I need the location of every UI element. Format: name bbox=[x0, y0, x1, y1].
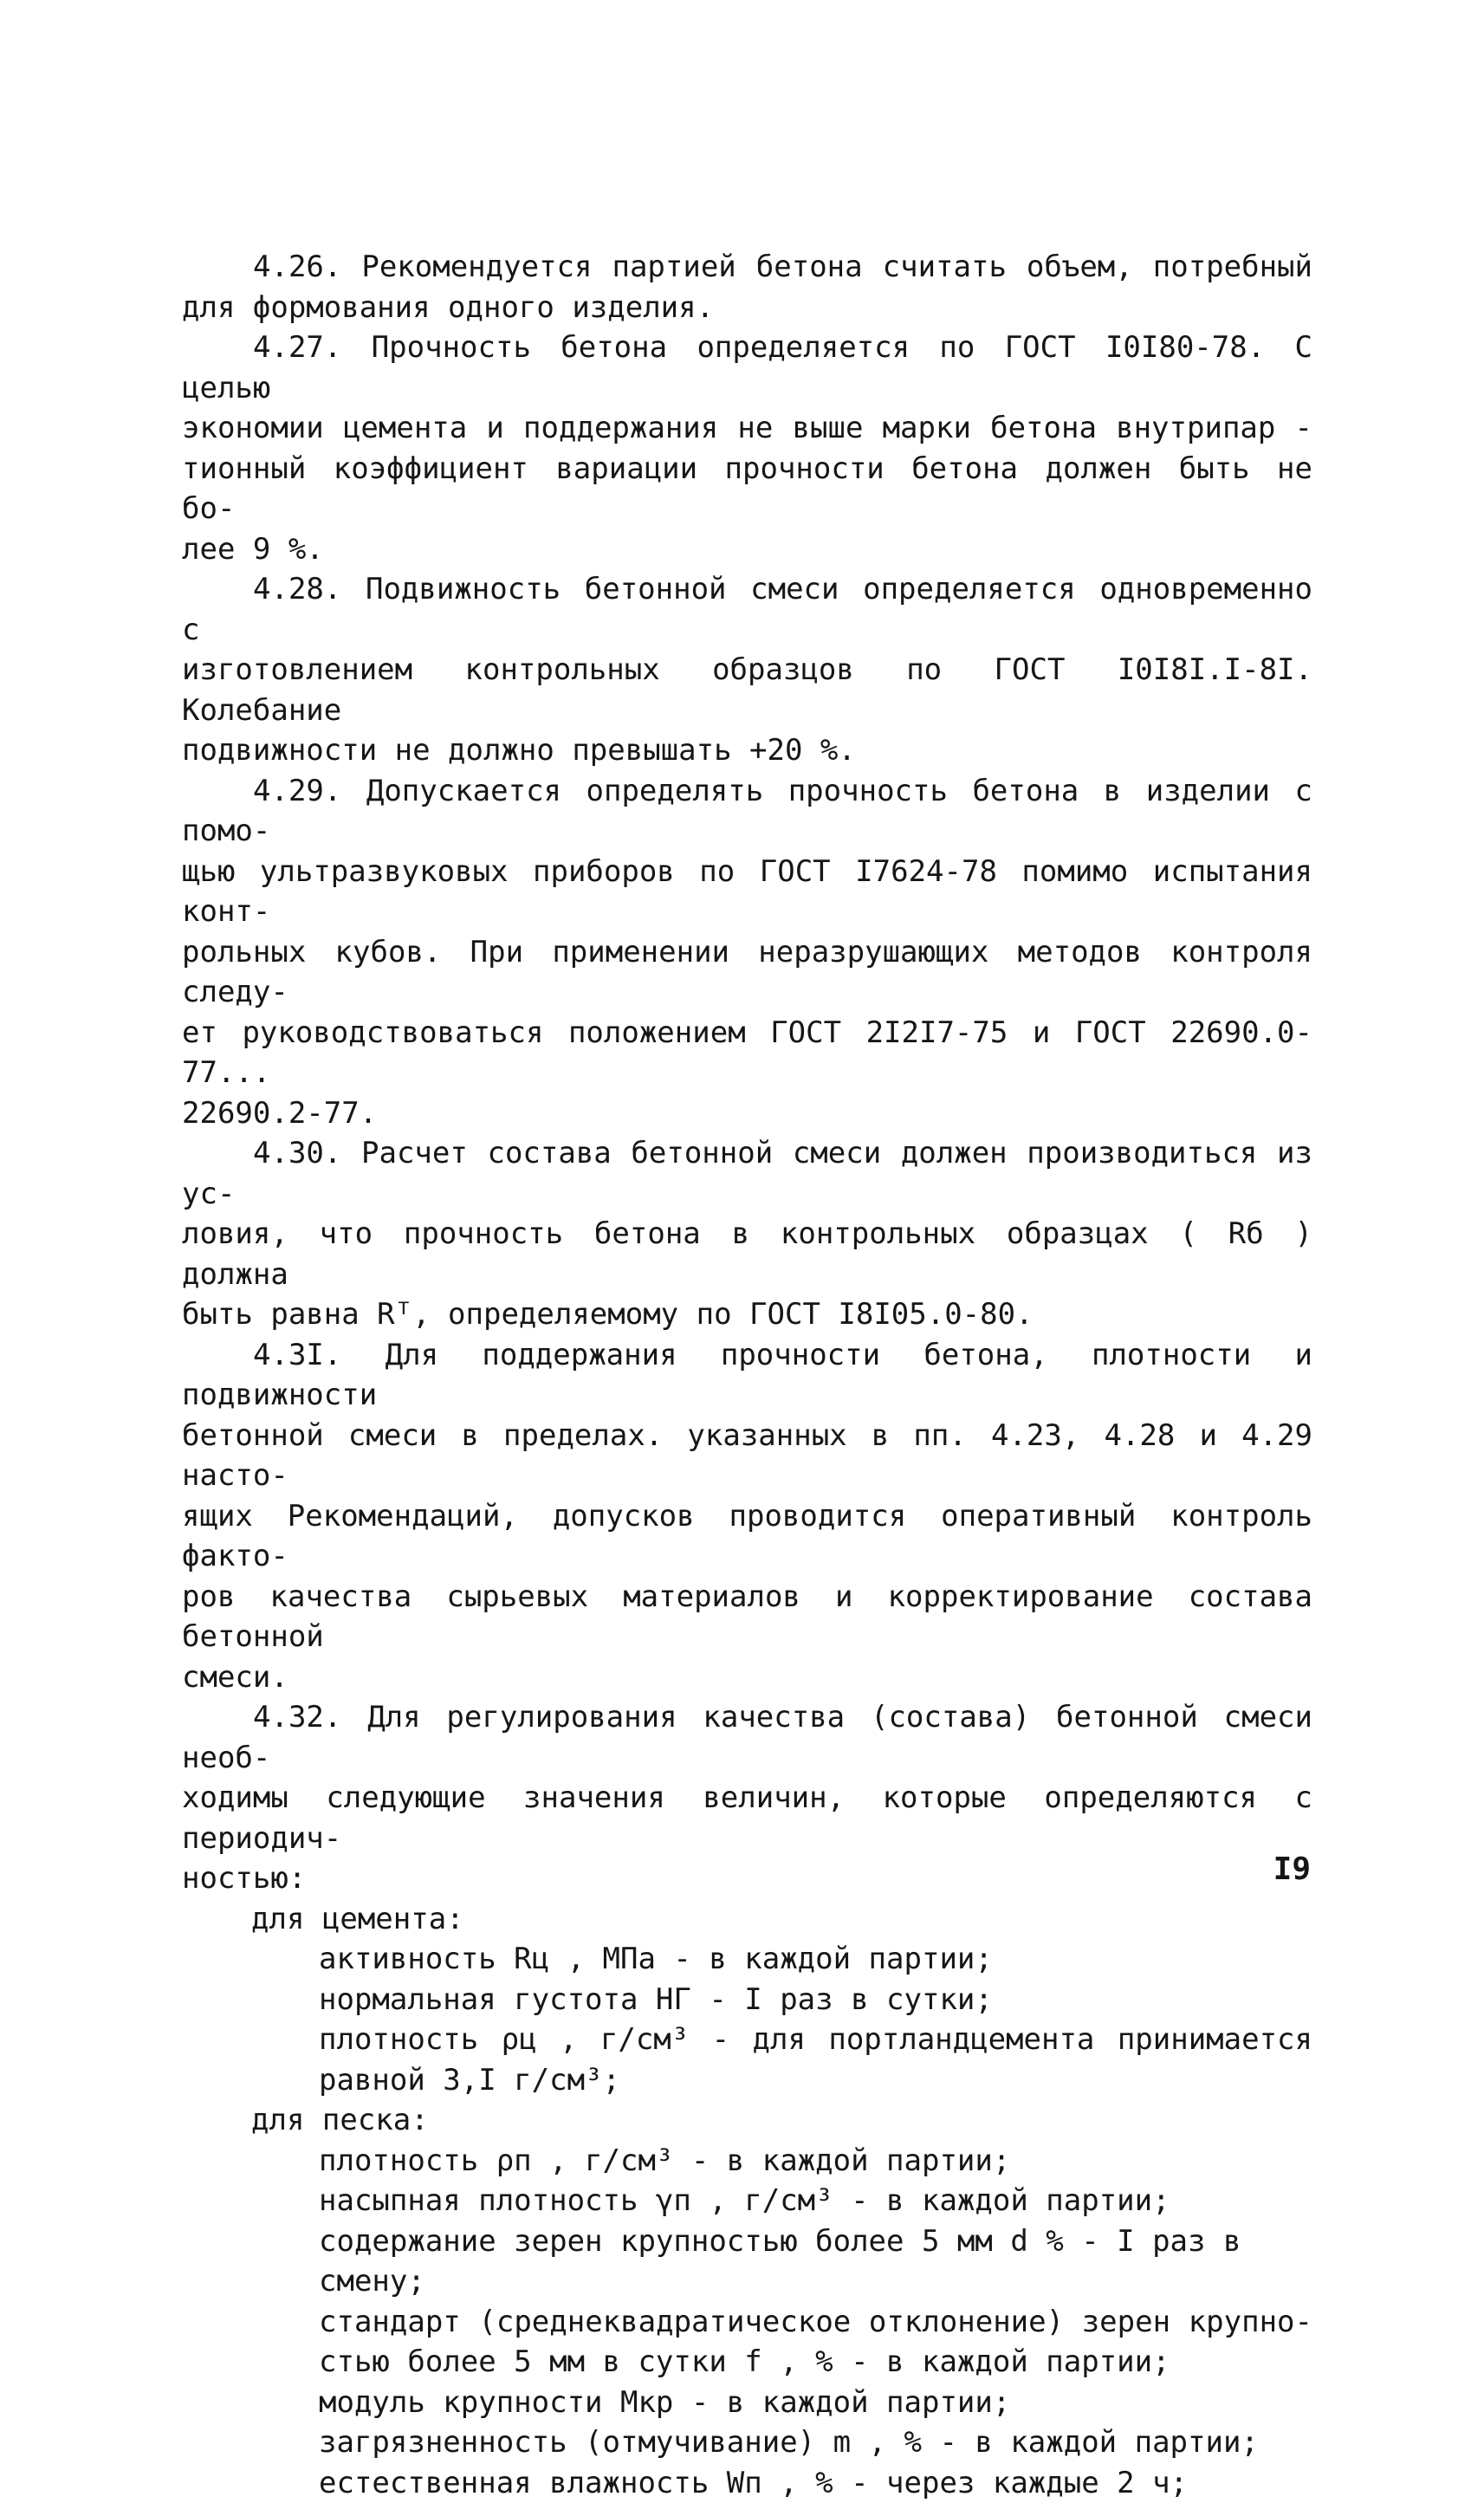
text-line: лее 9 %. bbox=[182, 529, 1312, 570]
text-line: тионный коэффициент вариации прочности бетона должен быть не бо- bbox=[182, 449, 1312, 529]
sand-heading: для песка: bbox=[182, 2100, 1312, 2141]
cement-item: плотность ρц , г/см³ - для портландцемента принимается bbox=[182, 2020, 1312, 2060]
text-line: 4.3I. Для поддержания прочности бетона, плотности и подвижности bbox=[182, 1335, 1312, 1416]
text-line: быть равна Rᵀ, определяемому по ГОСТ I8I05.0-80. bbox=[182, 1294, 1312, 1335]
text-line: изготовлением контрольных образцов по ГОСТ I0I8I.I-8I. Колебание bbox=[182, 650, 1312, 730]
paragraph-4-31 bbox=[182, 1335, 1312, 1698]
text-line: смеси. bbox=[182, 1657, 1312, 1698]
sand-item: содержание зерен крупностью более 5 мм d % - I раз в смену; bbox=[182, 2221, 1312, 2302]
paragraph-4-32 bbox=[182, 1697, 1312, 1899]
sand-item: загрязненность (отмучивание) m , % - в каждой партии; bbox=[182, 2422, 1312, 2463]
paragraph-4-28 bbox=[182, 569, 1312, 771]
text-line: 4.29. Допускается определять прочность бетона в изделии с помо- bbox=[182, 771, 1312, 852]
text-line: ностью: bbox=[182, 1858, 1312, 1899]
cement-list bbox=[182, 1899, 1312, 2101]
text-line: щью ультразвуковых приборов по ГОСТ I7624-78 помимо испытания конт- bbox=[182, 852, 1312, 932]
text-line: 4.26. Рекомендуется партией бетона считать объем, потребный bbox=[182, 247, 1312, 288]
text-line: бетонной смеси в пределах. указанных в пп. 4.23, 4.28 и 4.29 насто- bbox=[182, 1416, 1312, 1496]
paragraph-4-27 bbox=[182, 327, 1312, 569]
cement-item: нормальная густота НГ - I раз в сутки; bbox=[182, 1980, 1312, 2020]
body-text bbox=[182, 247, 1312, 2503]
text-line: 4.28. Подвижность бетонной смеси определяется одновременно с bbox=[182, 569, 1312, 650]
sand-item: стью более 5 мм в сутки f , % - в каждой партии; bbox=[182, 2342, 1312, 2383]
sand-item: естественная влажность Wп , % - через каждые 2 ч; bbox=[182, 2463, 1312, 2503]
sand-list bbox=[182, 2100, 1312, 2503]
text-line: подвижности не должно превышать +20 %. bbox=[182, 730, 1312, 771]
paragraph-4-29 bbox=[182, 771, 1312, 1134]
page-number: I9 bbox=[1273, 1850, 1311, 1890]
text-line: экономии цемента и поддержания не выше марки бетона внутрипар - bbox=[182, 408, 1312, 449]
text-line: рольных кубов. При применении неразрушающих методов контроля следу- bbox=[182, 932, 1312, 1013]
text-line: ров качества сырьевых материалов и корректирование состава бетонной bbox=[182, 1577, 1312, 1657]
cement-heading: для цемента: bbox=[182, 1899, 1312, 1940]
sand-item: плотность ρп , г/см³ - в каждой партии; bbox=[182, 2141, 1312, 2182]
paragraph-4-30 bbox=[182, 1133, 1312, 1335]
text-line: ящих Рекомендаций, допусков проводится оперативный контроль факто- bbox=[182, 1496, 1312, 1577]
text-line: 4.27. Прочность бетона определяется по ГОСТ I0I80-78. С целью bbox=[182, 327, 1312, 408]
cement-item: активность Rц , МПа - в каждой партии; bbox=[182, 1939, 1312, 1980]
text-line: 4.32. Для регулирования качества (состава) бетонной смеси необ- bbox=[182, 1697, 1312, 1778]
text-line: ет руководствоваться положением ГОСТ 2I2I7-75 и ГОСТ 22690.0-77... bbox=[182, 1013, 1312, 1093]
text-line: 22690.2-77. bbox=[182, 1093, 1312, 1134]
sand-item: стандарт (среднеквадратическое отклонение) зерен крупно- bbox=[182, 2302, 1312, 2343]
sand-item: насыпная плотность γп , г/см³ - в каждой партии; bbox=[182, 2181, 1312, 2221]
text-line: ходимы следующие значения величин, которые определяются с периодич- bbox=[182, 1778, 1312, 1858]
text-line: 4.30. Расчет состава бетонной смеси должен производиться из ус- bbox=[182, 1133, 1312, 1214]
paragraph-4-26 bbox=[182, 247, 1312, 327]
text-line: для формования одного изделия. bbox=[182, 288, 1312, 328]
cement-item: равной 3,I г/см³; bbox=[182, 2060, 1312, 2101]
sand-item: модуль крупности Мкр - в каждой партии; bbox=[182, 2383, 1312, 2423]
text-line: ловия, что прочность бетона в контрольных образцах ( Rб ) должна bbox=[182, 1214, 1312, 1294]
